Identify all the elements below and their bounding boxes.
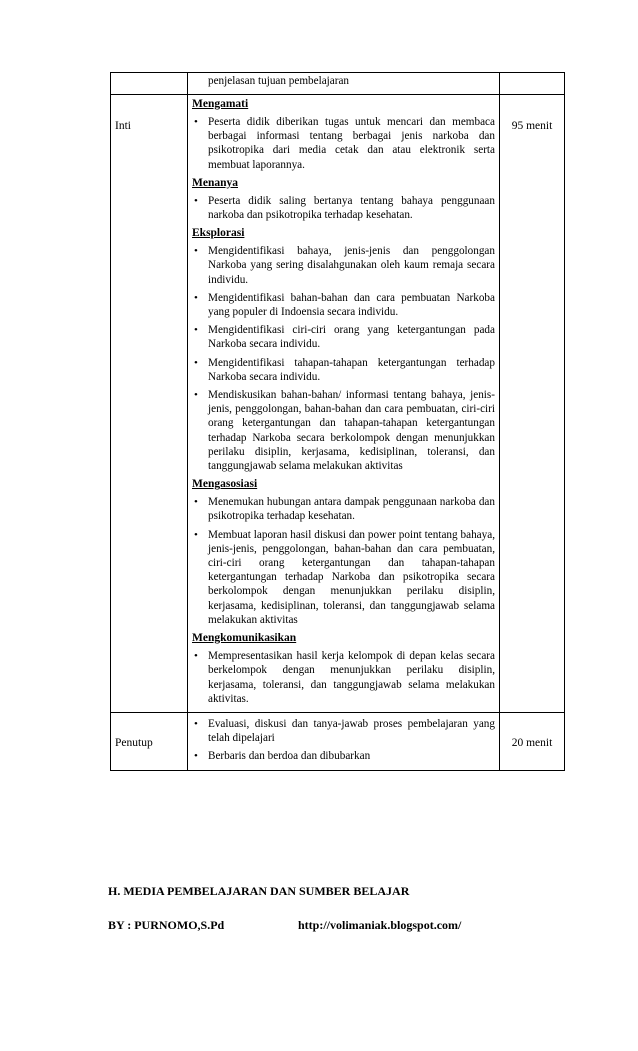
time-label-inti: 95 menit xyxy=(511,120,553,132)
activity-cell-inti xyxy=(188,95,500,713)
bullet-icon: • xyxy=(194,717,198,730)
phase-cell-empty xyxy=(111,73,188,95)
section-heading-mengamati: Mengamati xyxy=(192,98,249,110)
list-item-text: Mendiskusikan bahan-bahan/ informasi tentang bahaya, jenis-jenis, penggolongan, bahan-bahan dan cara pembuatan, ciri-ciri orang ketergantungan dan tahapan-tahapan ketergantungan terhadap Narkoba secara berkolompok dengan menunjukkan perilaku disiplin, kerjasama, kedisiplinan, toleransi, dan tanggungjawab selama melakukan aktivitas xyxy=(208,389,495,473)
activity-list xyxy=(192,115,495,172)
activity-cell-penutup xyxy=(188,712,500,770)
phase-label-inti: Inti xyxy=(115,120,131,132)
list-item xyxy=(192,649,495,706)
list-item-text: Peserta didik saling bertanya tentang bahaya penggunaan narkoba dan psikotropika terhadap kesehatan. xyxy=(208,194,495,222)
inti-sections xyxy=(192,97,495,706)
phase-cell-penutup xyxy=(111,712,188,770)
list-item-text: Mengidentifikasi bahan-bahan dan cara pembuatan Narkoba yang populer di Indoensia secara individu. xyxy=(208,291,495,319)
lesson-activities-table xyxy=(110,72,565,771)
activity-cell-continued xyxy=(188,73,500,95)
bullet-icon: • xyxy=(194,389,198,402)
continued-text: penjelasan tujuan pembelajaran xyxy=(208,75,350,87)
section-heading-eksplorasi: Eksplorasi xyxy=(192,227,245,240)
author-byline: BY : PURNOMO,S.Pd xyxy=(108,918,225,932)
section-heading: H. MEDIA PEMBELAJARAN DAN SUMBER BELAJAR xyxy=(108,884,410,898)
activity-list xyxy=(192,649,495,706)
bullet-icon: • xyxy=(194,324,198,337)
list-item-text: Menemukan hubungan antara dampak penggunaan narkoba dan psikotropika terhadap kesehatan. xyxy=(208,496,495,523)
list-item xyxy=(192,115,495,172)
activity-list xyxy=(192,244,495,473)
section-heading-mengasosiasi: Mengasosiasi xyxy=(192,478,258,491)
activity-list xyxy=(192,495,495,627)
section-heading-menanya: Menanya xyxy=(192,176,238,189)
time-cell-inti xyxy=(500,95,565,713)
list-item xyxy=(192,194,495,222)
table-row-penutup xyxy=(111,712,565,770)
list-item xyxy=(192,749,495,763)
time-cell-penutup xyxy=(500,712,565,770)
section-heading-mengkomunikasikan: Mengkomunikasikan xyxy=(192,632,297,645)
list-item xyxy=(192,388,495,473)
list-item xyxy=(192,291,495,319)
bullet-icon: • xyxy=(194,116,198,128)
bullet-icon: • xyxy=(194,291,198,304)
list-item-text: Berbaris dan berdoa dan dibubarkan xyxy=(208,750,371,763)
phase-cell-inti xyxy=(111,95,188,713)
phase-label-penutup: Penutup xyxy=(115,736,153,749)
list-item-text: Mengidentifikasi ciri-ciri orang yang ketergantungan pada Narkoba secara individu. xyxy=(208,324,495,351)
bullet-icon: • xyxy=(194,750,198,763)
time-label-penutup: 20 menit xyxy=(511,736,553,749)
bullet-icon: • xyxy=(194,356,198,369)
table-row-inti xyxy=(111,95,565,713)
time-cell-empty xyxy=(500,73,565,95)
list-item-text: Membuat laporan hasil diskusi dan power point tentang bahaya, jenis-jenis, penggolongan, bahan-bahan dan cara pembuatan, ciri-ciri orang ketergantungan dan tahapan-tahapan ketergantungan terhadap Narkoba dan psikotropika secara berkolompok dengan menunjukkan perilaku disiplin, kerjasama, kedisiplinan, toleransi, dan tanggungjawab selama melakukan aktivitas xyxy=(208,528,495,626)
list-item xyxy=(192,717,495,745)
table-row-continued xyxy=(111,73,565,95)
list-item xyxy=(192,356,495,384)
activity-list xyxy=(192,194,495,222)
list-item xyxy=(192,244,495,287)
list-item-text: Mengidentifikasi tahapan-tahapan ketergantungan terhadap Narkoba secara individu. xyxy=(208,356,495,383)
list-item xyxy=(192,528,495,627)
list-item-text: Evaluasi, diskusi dan tanya-jawab proses pembelajaran yang telah dipelajari xyxy=(208,717,495,745)
list-item-text: Peserta didik diberikan tugas untuk mencari dan membaca berbagai informasi tentang berbagai jenis narkoba dan psikotropika dari media cetak dan atau elektronik serta membuat laporannya. xyxy=(208,116,495,171)
bullet-icon: • xyxy=(194,194,198,207)
list-item xyxy=(192,323,495,351)
bullet-icon: • xyxy=(194,245,198,258)
bullet-icon: • xyxy=(194,496,198,509)
list-item-text: Mengidentifikasi bahaya, jenis-jenis dan penggolongan Narkoba yang sering disalahgunakan oleh kaum remaja secara individu. xyxy=(208,245,495,286)
list-item-text: Mempresentasikan hasil kerja kelompok di depan kelas secara berkelompok dengan menunjukkan perilaku disiplin, kerjasama, toleransi, dan tanggungjawab selama melakukan aktivitas. xyxy=(208,650,495,705)
bullet-icon: • xyxy=(194,650,198,663)
bullet-icon: • xyxy=(194,528,198,541)
penutup-list xyxy=(192,717,495,764)
blog-url: http://volimaniak.blogspot.com/ xyxy=(298,918,462,932)
list-item xyxy=(192,495,495,523)
